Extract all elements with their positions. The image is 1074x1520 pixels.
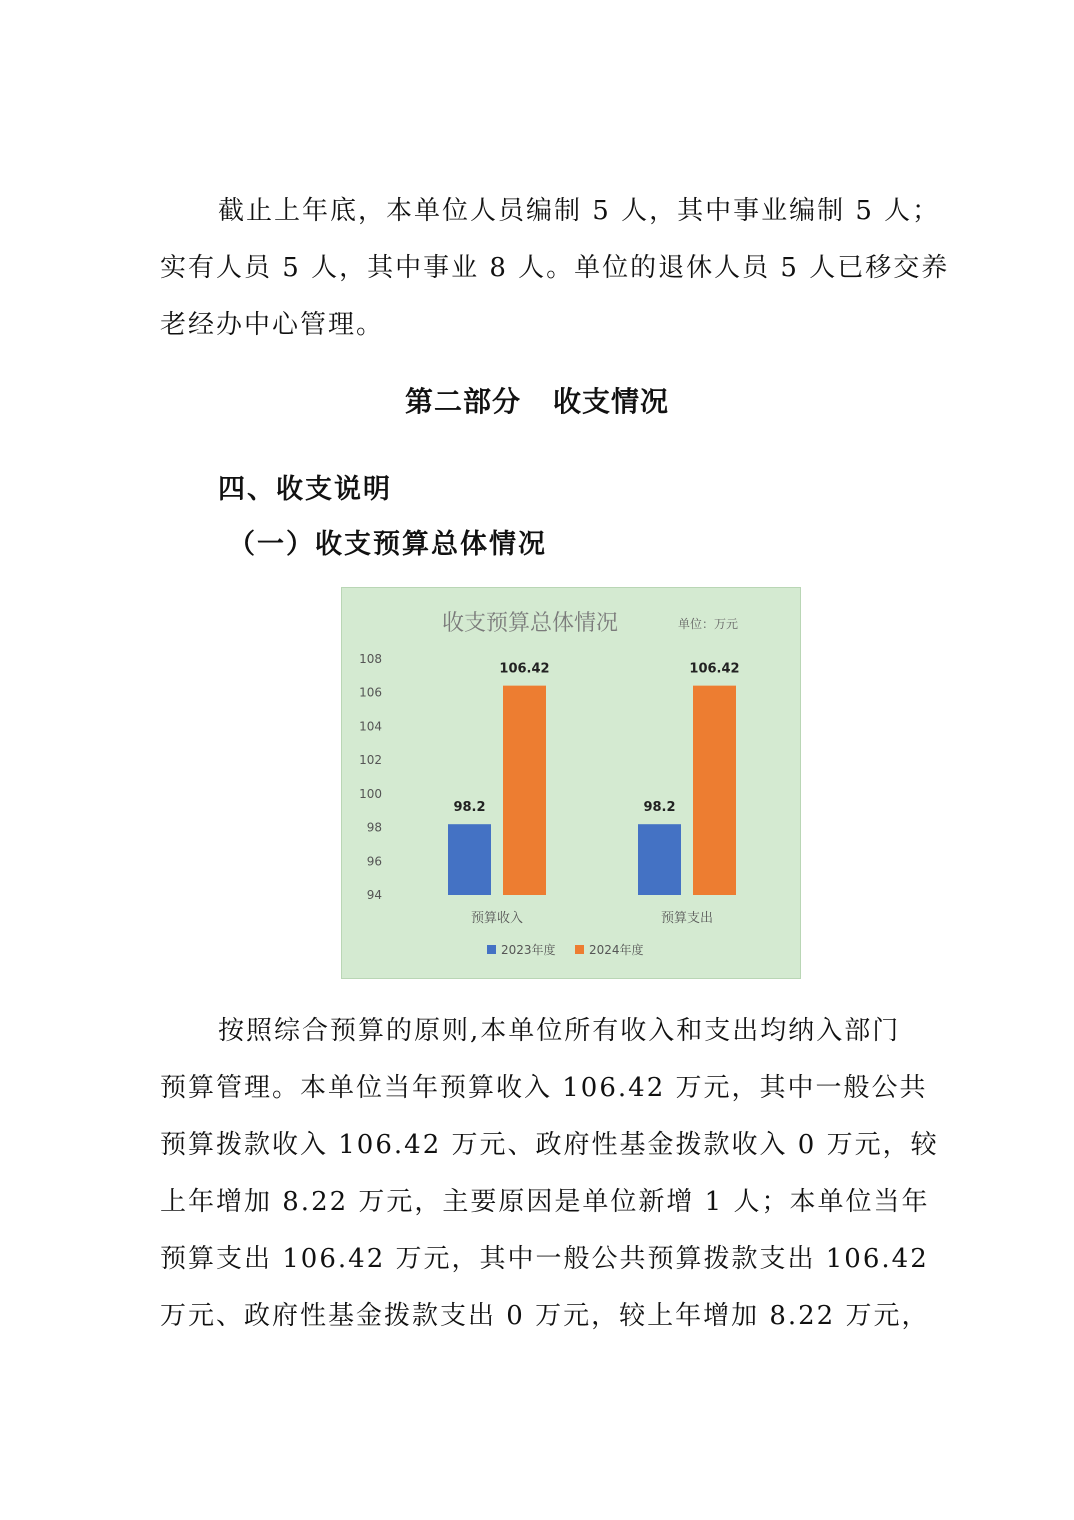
personnel-paragraph xyxy=(160,183,950,354)
paragraph-line: 实有人员 5 人，其中事业 8 人。单位的退休人员 5 人已移交养 xyxy=(160,253,950,283)
section-name: 收支情况 xyxy=(553,385,670,418)
paragraph-line: 预算支出 106.42 万元，其中一般公共预算拨款支出 106.42 xyxy=(160,1244,929,1274)
heading-income-expense: 四、收支说明 xyxy=(218,474,392,505)
legend-swatch xyxy=(575,945,584,954)
chart-canvas xyxy=(342,588,800,978)
paragraph-line: 按照综合预算的原则,本单位所有收入和支出均纳入部门 xyxy=(218,1016,901,1046)
heading-budget-overview: （一）收支预算总体情况 xyxy=(228,529,547,560)
section-title xyxy=(0,380,1074,420)
paragraph-line: 预算管理。本单位当年预算收入 106.42 万元，其中一般公共 xyxy=(160,1073,928,1103)
category-label: 预算支出 xyxy=(660,911,714,926)
y-tick-label: 96 xyxy=(366,854,382,869)
section-part: 第二部分 xyxy=(404,385,521,418)
y-tick-label: 104 xyxy=(359,719,382,734)
legend-swatch xyxy=(487,945,496,954)
paragraph-line: 上年增加 8.22 万元，主要原因是单位新增 1 人；本单位当年 xyxy=(160,1187,930,1217)
paragraph-line: 预算拨款收入 106.42 万元、政府性基金拨款收入 0 万元，较 xyxy=(160,1130,939,1160)
bar-value-label: 98.2 xyxy=(453,800,486,816)
budget-chart xyxy=(341,587,801,979)
legend-label: 2024年度 xyxy=(589,943,644,957)
y-tick-label: 100 xyxy=(359,786,382,801)
chart-unit-label: 单位：万元 xyxy=(678,617,739,631)
paragraph-line: 万元、政府性基金拨款支出 0 万元，较上年增加 8.22 万元， xyxy=(160,1301,930,1331)
category-label: 预算收入 xyxy=(470,911,524,926)
bar-value-label: 98.2 xyxy=(643,800,676,816)
chart-title: 收支预算总体情况 xyxy=(442,611,619,636)
paragraph-line: 老经办中心管理。 xyxy=(160,310,385,340)
y-tick-label: 102 xyxy=(359,753,382,768)
bar-value-label: 106.42 xyxy=(499,661,550,677)
paragraph-line: 截止上年底，本单位人员编制 5 人，其中事业编制 5 人； xyxy=(218,196,941,226)
bar-2024年度-预算收入 xyxy=(503,686,546,895)
y-tick-label: 106 xyxy=(359,685,382,700)
bar-value-label: 106.42 xyxy=(689,661,740,677)
legend-label: 2023年度 xyxy=(501,943,556,957)
bar-2024年度-预算支出 xyxy=(693,686,736,895)
y-tick-label: 108 xyxy=(359,652,382,666)
y-tick-label: 98 xyxy=(366,820,382,835)
bar-2023年度-预算支出 xyxy=(638,824,681,895)
bar-2023年度-预算收入 xyxy=(448,824,491,895)
y-tick-label: 94 xyxy=(366,888,382,902)
budget-paragraph xyxy=(160,1003,939,1345)
